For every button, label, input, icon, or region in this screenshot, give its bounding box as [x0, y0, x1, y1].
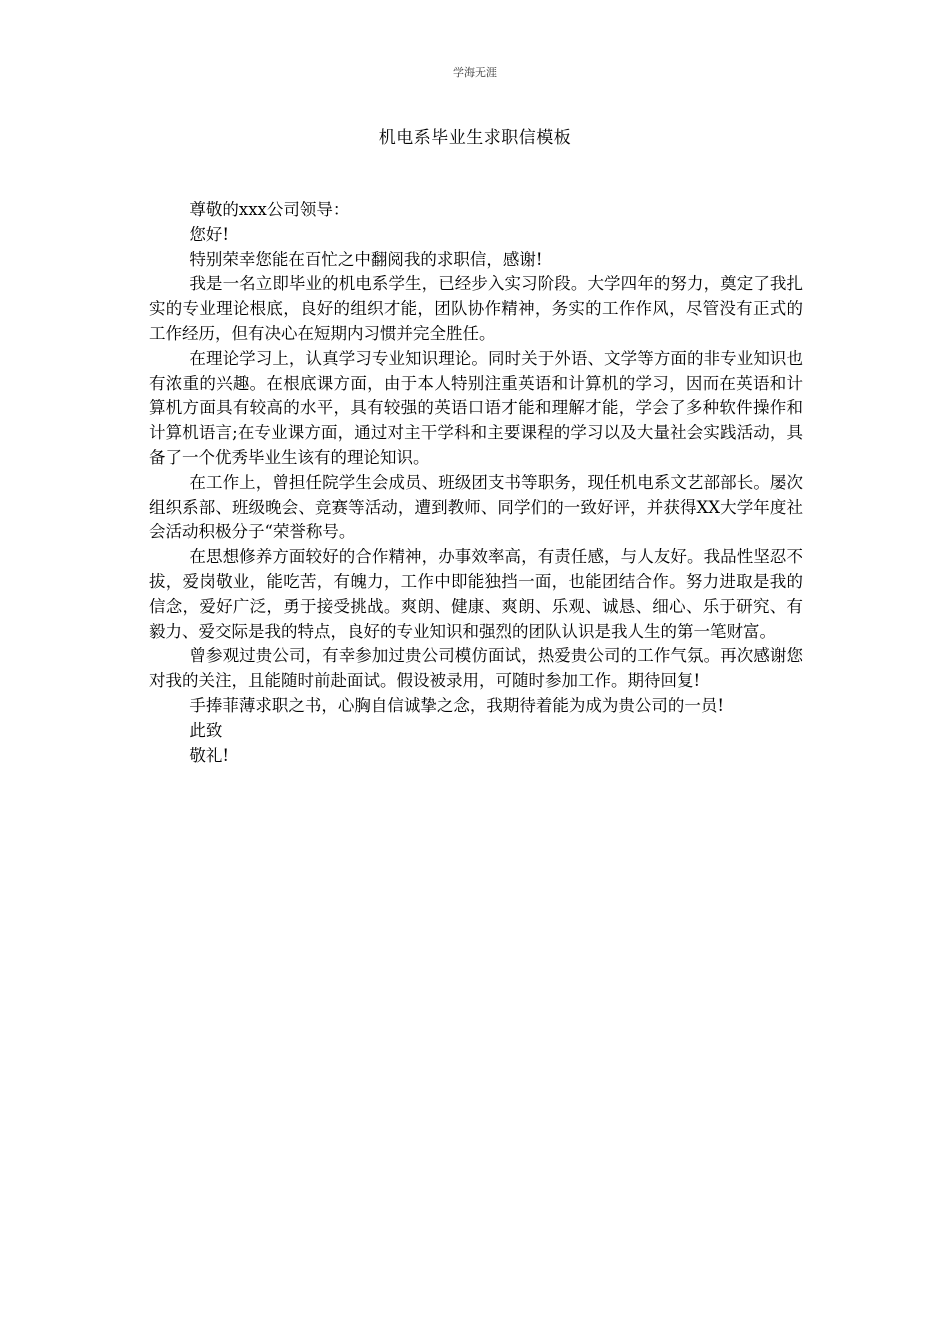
signoff: 敬礼!: [189, 745, 230, 765]
closing: 此致: [189, 720, 223, 740]
paragraph-thanks: 特别荣幸您能在百忙之中翻阅我的求职信，感谢!: [189, 249, 543, 269]
paragraph-study: 在理论学习上，认真学习专业知识理论。同时关于外语、文学等方面的非专业知识也有浓重的兴趣。在根底课方面，由于本人特别注重英语和计算机的学习，因而在英语和计算机方面具有较高的水平，具有较强的英语口语才能和理解才能，学会了多种软件操作和计算机语言;在专业课方面，通过对主干学科和主要课程的学习以及大量社会实践活动，具备了一个优秀毕业生该有的理论知识。: [149, 348, 803, 467]
letter-body: [149, 198, 803, 768]
paragraph-company: 曾参观过贵公司，有幸参加过贵公司模仿面试，热爱贵公司的工作气氛。再次感谢您对我的关注，且能随时前赴面试。假设被录用，可随时参加工作。期待回复!: [149, 646, 803, 691]
page-header: 学海无涯: [453, 66, 497, 79]
paragraph-work: 在工作上，曾担任院学生会成员、班级团支书等职务，现任机电系文艺部部长。屡次组织系部、班级晚会、竞赛等活动，遭到教师、同学们的一致好评，并获得XX大学年度社会活动积极分子“荣誉称号。: [149, 472, 803, 542]
greeting: 您好!: [189, 224, 230, 244]
paragraph-conclusion: 手捧菲薄求职之书，心胸自信诚挚之念，我期待着能为成为贵公司的一员!: [189, 695, 725, 715]
paragraph-introduction: 我是一名立即毕业的机电系学生，已经步入实习阶段。大学四年的努力，奠定了我扎实的专业理论根底，良好的组织才能，团队协作精神，务实的工作作风，尽管没有正式的工作经历，但有决心在短期内习惯并完全胜任。: [149, 274, 803, 343]
document-title: 机电系毕业生求职信模板: [378, 128, 572, 148]
paragraph-character: 在思想修养方面较好的合作精神，办事效率高，有责任感，与人友好。我品性坚忍不拔，爱岗敬业，能吃苦，有魄力，工作中即能独挡一面，也能团结合作。努力进取是我的信念，爱好广泛，勇于接受挑战。爽朗、健康、爽朗、乐观、诚恳、细心、乐于研究、有毅力、爱交际是我的特点，良好的专业知识和强烈的团队认识是我人生的第一笔财富。: [149, 547, 803, 641]
salutation: 尊敬的xxx公司领导：: [189, 200, 350, 219]
